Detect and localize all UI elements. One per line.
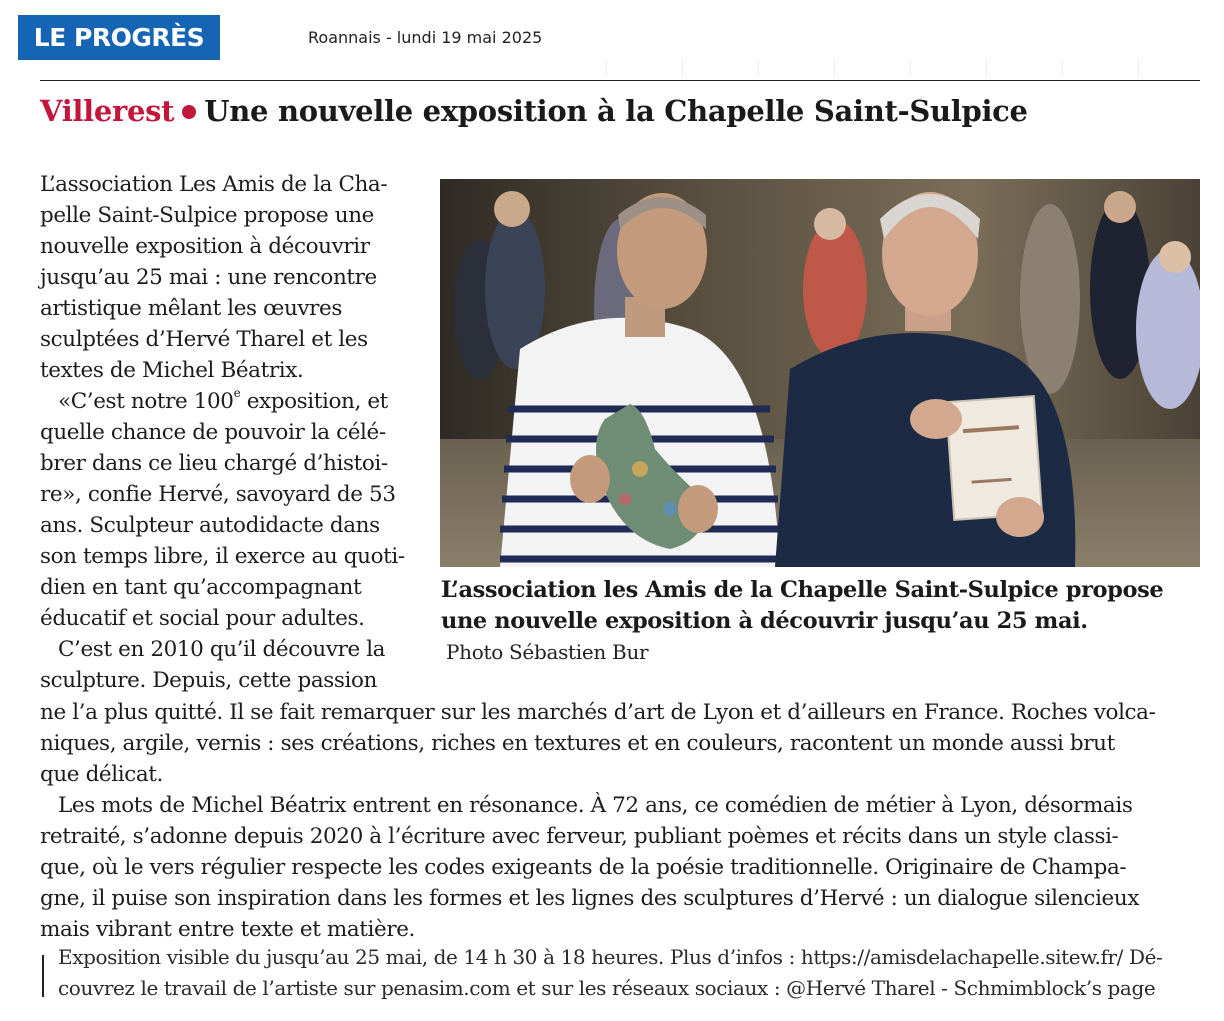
article-line: jusqu’au 25 mai : une rencontre [40,265,377,290]
headline-title: Une nouvelle exposition à la Chapelle Saint-Sulpice [204,94,1028,128]
info-line: couvrez le travail de l’artiste sur penasim.com et sur les réseaux sociaux : @Hervé Tharel - Schmimblock’s page [58,976,1156,1000]
photo-illustration [440,179,1200,567]
article-line: re», confie Hervé, savoyard de 53 [40,482,396,507]
article-line: nouvelle exposition à découvrir [40,234,370,259]
article-line: retraité, s’adonne depuis 2020 à l’écriture avec ferveur, publiant poèmes et récits dans un style classi- [40,824,1119,849]
edition-date: Roannais - lundi 19 mai 2025 [308,28,543,47]
article-line: son temps libre, il exerce au quoti- [40,544,405,569]
article-line: pelle Saint-Sulpice propose une [40,203,374,228]
article-line: que délicat. [40,762,163,787]
newspaper-logo: LE PROGRÈS [18,15,220,60]
article-line: L’association Les Amis de la Cha- [40,172,388,197]
article-line: éducatif et social pour adultes. [40,606,365,631]
article-photo [440,179,1200,567]
info-line: Exposition visible du jusqu’au 25 mai, de 14 h 30 à 18 heures. Plus d’infos : https://amisdelachapelle.sitew.fr/ Dé- [58,945,1163,969]
bullet-dot-icon [182,105,196,119]
article-line: C’est en 2010 qu’il découvre la [58,637,386,662]
caption-line: L’association les Amis de la Chapelle Saint-Sulpice propose [441,577,1164,603]
ordinal-superscript: e [233,386,241,400]
article-left-column [40,169,405,696]
info-marker-bar [42,955,44,997]
article-line: artistique mêlant les œuvres [40,296,343,321]
article-line: sculpture. Depuis, cette passion [40,668,377,693]
article-line: que, où le vers régulier respecte les codes exigeants de la poésie traditionnelle. Originaire de Champa- [40,855,1127,880]
article-full-width [40,697,1155,945]
article-line: quelle chance de pouvoir la célé- [40,420,386,445]
header-rule [40,80,1200,81]
article-line: Les mots de Michel Béatrix entrent en résonance. À 72 ans, ce comédien de métier à Lyon, désormais [58,793,1133,818]
quote-end: exposition, et [240,389,388,414]
article-line: gne, il puise son inspiration dans les formes et les lignes des sculptures d’Hervé : un dialogue silencieux [40,886,1140,911]
article-line: ans. Sculpteur autodidacte dans [40,513,380,538]
quote-start: «C’est notre 100 [58,389,234,414]
practical-info [58,942,1162,1004]
article-line: dien en tant qu’accompagnant [40,575,362,600]
article-line: niques, argile, vernis : ses créations, riches en textures et en couleurs, racontent un monde aussi brut [40,731,1115,756]
article-line: sculptées d’Hervé Tharel et les [40,327,368,352]
header-divider-ticks [600,60,1160,78]
headline [40,94,1200,128]
article-line: textes de Michel Béatrix. [40,358,304,383]
article-line: ne l’a plus quitté. Il se fait remarquer sur les marchés d’art de Lyon et d’ailleurs en France. Roches volca- [40,700,1156,725]
headline-place: Villerest [40,94,175,128]
caption-line: une nouvelle exposition à découvrir jusqu’au 25 mai. [441,608,1088,634]
article-quote-line [40,386,405,417]
article-line: mais vibrant entre texte et matière. [40,917,415,942]
article-line: brer dans ce lieu chargé d’histoi- [40,451,388,476]
photo-credit: Photo Sébastien Bur [446,640,649,664]
photo-caption [441,575,1163,637]
